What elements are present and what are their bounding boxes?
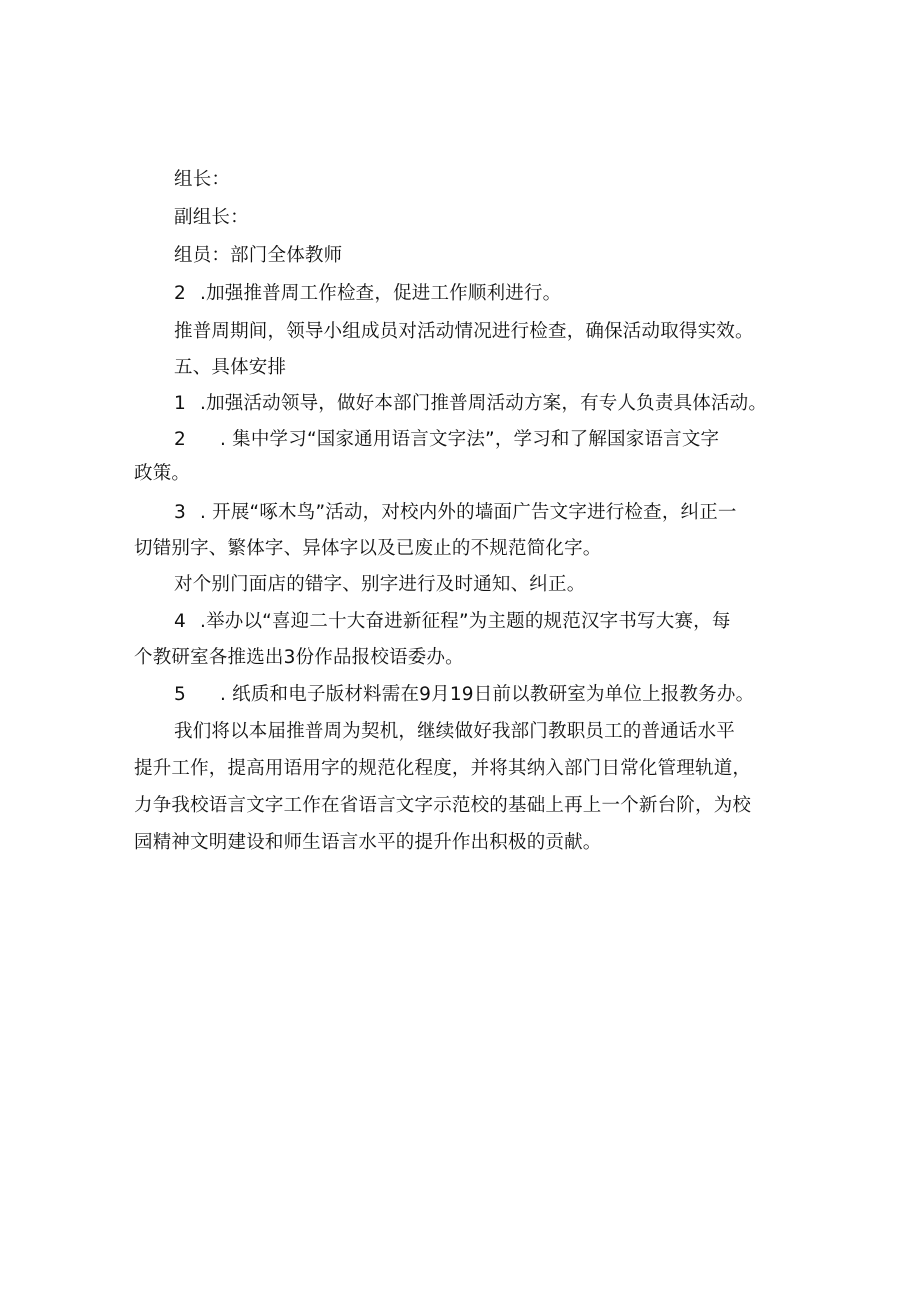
item-number: 2 [174,429,186,450]
item-number: 4 [174,611,186,632]
closing-paragraph-line-1 [174,720,794,744]
members-text: 组员：部门全体教师 [174,245,343,266]
section-heading [174,356,794,380]
item-text: 个教研室各推选出3份作品报校语委办。 [134,647,464,668]
item-number: 5 [174,684,186,705]
item-number: 3 [174,502,186,523]
paragraph-text: 提升工作，提高用语用字的规范化程度，并将其纳入部门日常化管理轨道， [134,758,752,779]
paragraph-text: 对个别门面店的错字、别字进行及时通知、纠正。 [174,574,586,595]
arrangement-item-5 [174,683,794,707]
members-line [174,244,794,268]
leader-text: 组长： [174,169,231,190]
item-text: .加强推普周工作检查，促进工作顺利进行。 [200,283,562,304]
item-text: 切错别字、繁体字、异体字以及已废止的不规范简化字。 [134,538,602,559]
arrangement-item-2-continued [134,462,794,486]
arrangement-item-4 [174,610,794,634]
section-title: 五、具体安排 [174,357,287,378]
arrangement-item-4-continued [134,646,794,670]
arrangement-item-2 [174,428,794,452]
paragraph-line [174,320,794,344]
paragraph-text: 我们将以本届推普周为契机，继续做好我部门教职员工的普通话水平 [174,721,736,742]
deputy-leader-line [174,206,794,230]
item-text: .举办以“喜迎二十大奋进新征程”为主题的规范汉字书写大赛，每 [200,611,731,632]
item-text: .加强活动领导，做好本部门推普周活动方案，有专人负责具体活动。 [200,393,768,414]
item-text: . 开展“啄木鸟”活动，对校内外的墙面广告文字进行检查，纠正一 [200,502,737,523]
item-number: 2 [174,283,186,304]
paragraph-text: 力争我校语言文字工作在省语言文字示范校的基础上再上一个新台阶，为校 [134,795,752,816]
paragraph-text: 推普周期间，领导小组成员对活动情况进行检查，确保活动取得实效。 [174,321,754,342]
item-text: . 纸质和电子版材料需在9月19日前以教研室为单位上报教务办。 [220,684,755,705]
item-text: . 集中学习“国家通用语言文字法”，学习和了解国家语言文字 [220,429,720,450]
item-2-heading [174,282,794,306]
item-text: 政策。 [134,463,191,484]
closing-paragraph-line-2 [134,757,794,781]
closing-paragraph-line-3 [134,794,794,818]
arrangement-item-3 [174,501,794,525]
deputy-leader-text: 副组长： [174,207,249,228]
arrangement-item-3-continued [134,537,794,561]
leader-line [174,168,794,192]
item-number: 1 [174,393,186,414]
paragraph-line [174,573,794,597]
paragraph-text: 园精神文明建设和师生语言水平的提升作出积极的贡献。 [134,832,602,853]
arrangement-item-1 [174,392,794,416]
closing-paragraph-line-4 [134,831,794,855]
